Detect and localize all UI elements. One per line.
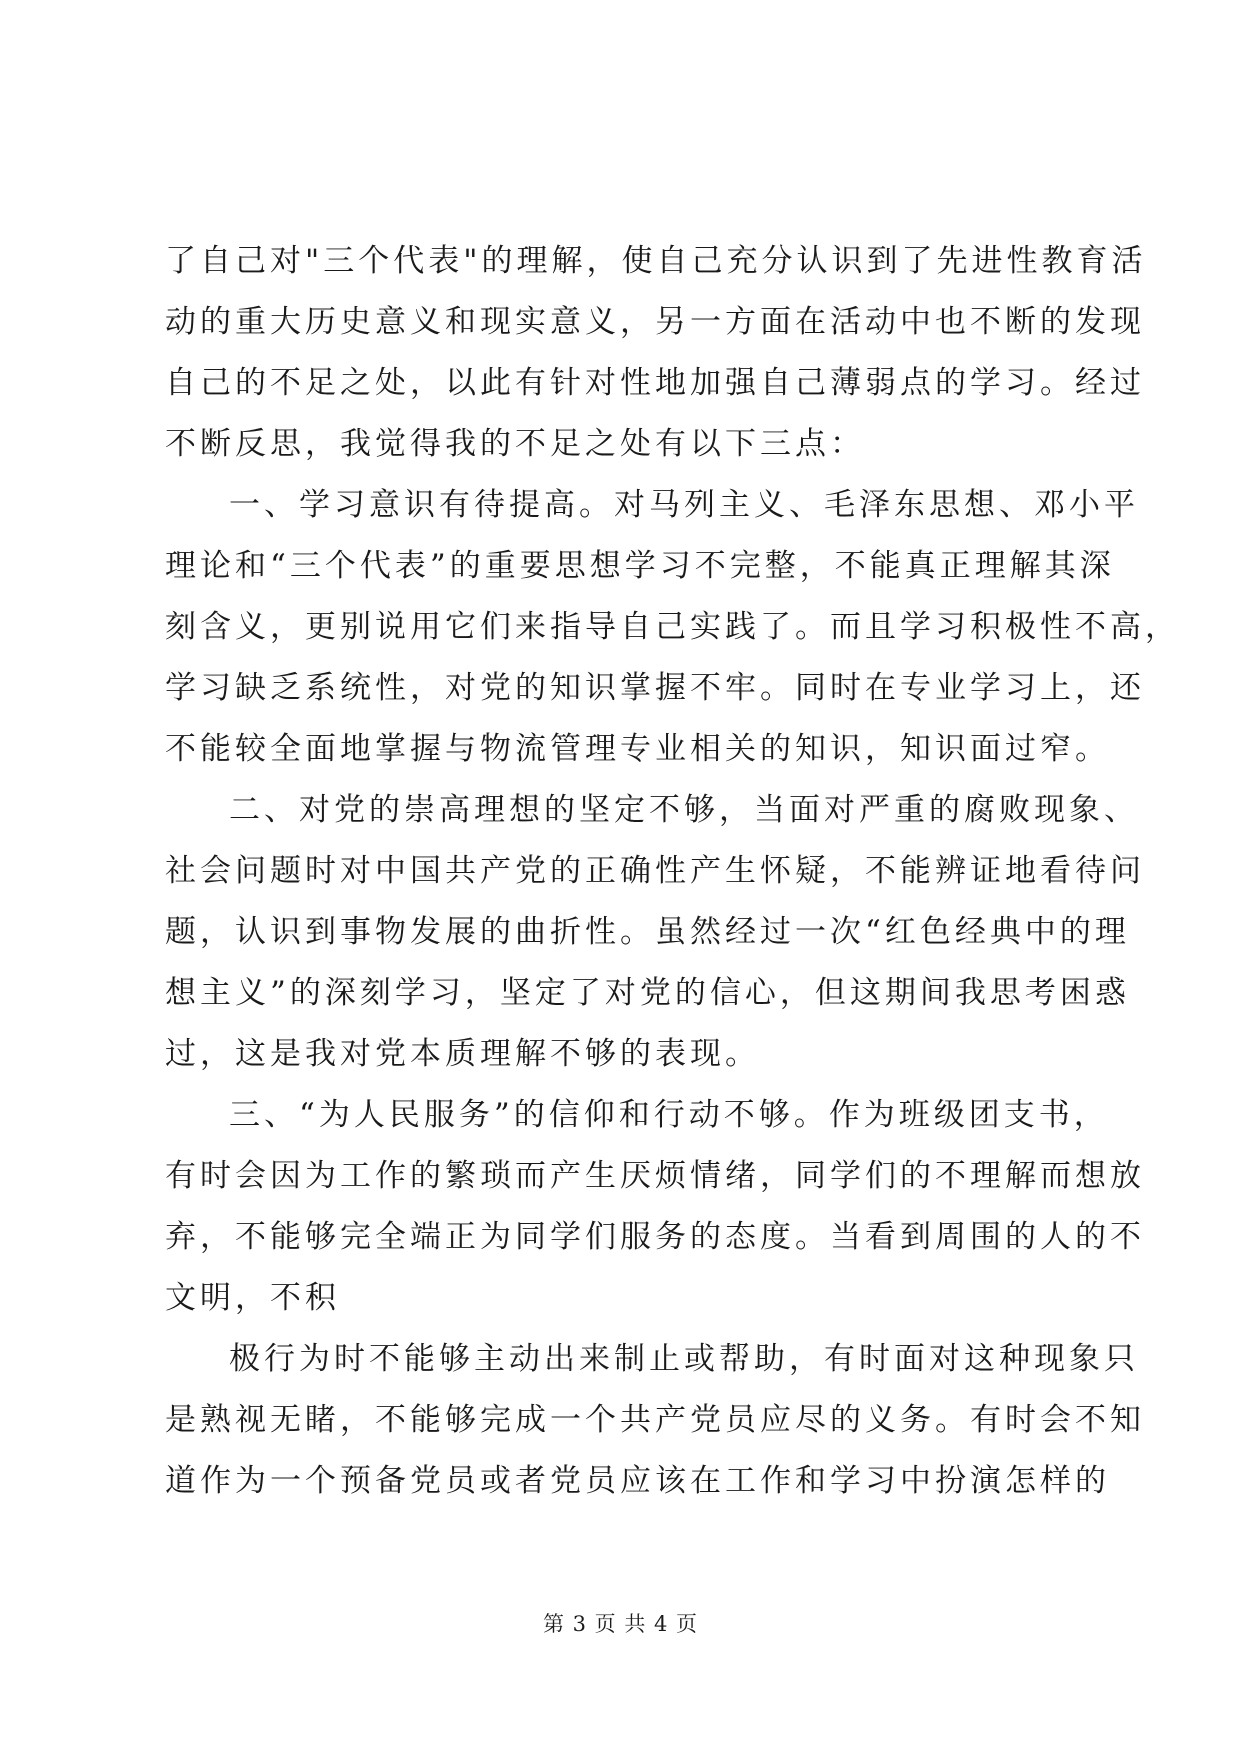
text-line: 极行为时不能够主动出来制止或帮助，有时面对这种现象只: [229, 1341, 1139, 1377]
text-line: 弃，不能够完全端正为同学们服务的态度。当看到周围的人的不: [165, 1219, 1145, 1255]
document-body: [165, 231, 1180, 1512]
text-line: 二、对党的崇高理想的坚定不够，当面对严重的腐败现象、: [229, 792, 1139, 828]
text-line: 理论和“三个代表”的重要思想学习不完整，不能真正理解其深: [165, 548, 1115, 584]
text-line: 学习缺乏系统性，对党的知识掌握不牢。同时在专业学习上，还: [165, 670, 1145, 706]
text-line: 社会问题时对中国共产党的正确性产生怀疑，不能辨证地看待问: [165, 853, 1145, 889]
text-line: 不能较全面地掌握与物流管理专业相关的知识，知识面过窄。: [165, 731, 1110, 767]
text-line: 了自己对"三个代表"的理解，使自己充分认识到了先进性教育活: [165, 243, 1147, 279]
text-line: 想主义”的深刻学习，坚定了对党的信心，但这期间我思考困惑: [165, 975, 1130, 1011]
text-line: 道作为一个预备党员或者党员应该在工作和学习中扮演怎样的: [165, 1463, 1110, 1499]
text-line: 有时会因为工作的繁琐而产生厌烦情绪，同学们的不理解而想放: [165, 1158, 1145, 1194]
text-line: 过，这是我对党本质理解不够的表现。: [165, 1036, 760, 1072]
text-line: 一、学习意识有待提高。对马列主义、毛泽东思想、邓小平: [229, 487, 1139, 523]
text-line: 自己的不足之处，以此有针对性地加强自己薄弱点的学习。经过: [165, 365, 1145, 401]
text-line: 刻含义，更别说用它们来指导自己实践了。而且学习积极性不高，: [165, 609, 1180, 645]
text-line: 不断反思，我觉得我的不足之处有以下三点：: [165, 426, 865, 462]
text-line: 三、“为人民服务”的信仰和行动不够。作为班级团支书，: [229, 1097, 1109, 1133]
page-footer: 第 3 页 共 4 页: [542, 1612, 699, 1636]
text-line: 文明，不积: [165, 1280, 340, 1316]
text-line: 是熟视无睹，不能够完成一个共产党员应尽的义务。有时会不知: [165, 1402, 1145, 1438]
text-line: 题，认识到事物发展的曲折性。虽然经过一次“红色经典中的理: [165, 914, 1130, 950]
text-line: 动的重大历史意义和现实意义，另一方面在活动中也不断的发现: [165, 304, 1145, 340]
